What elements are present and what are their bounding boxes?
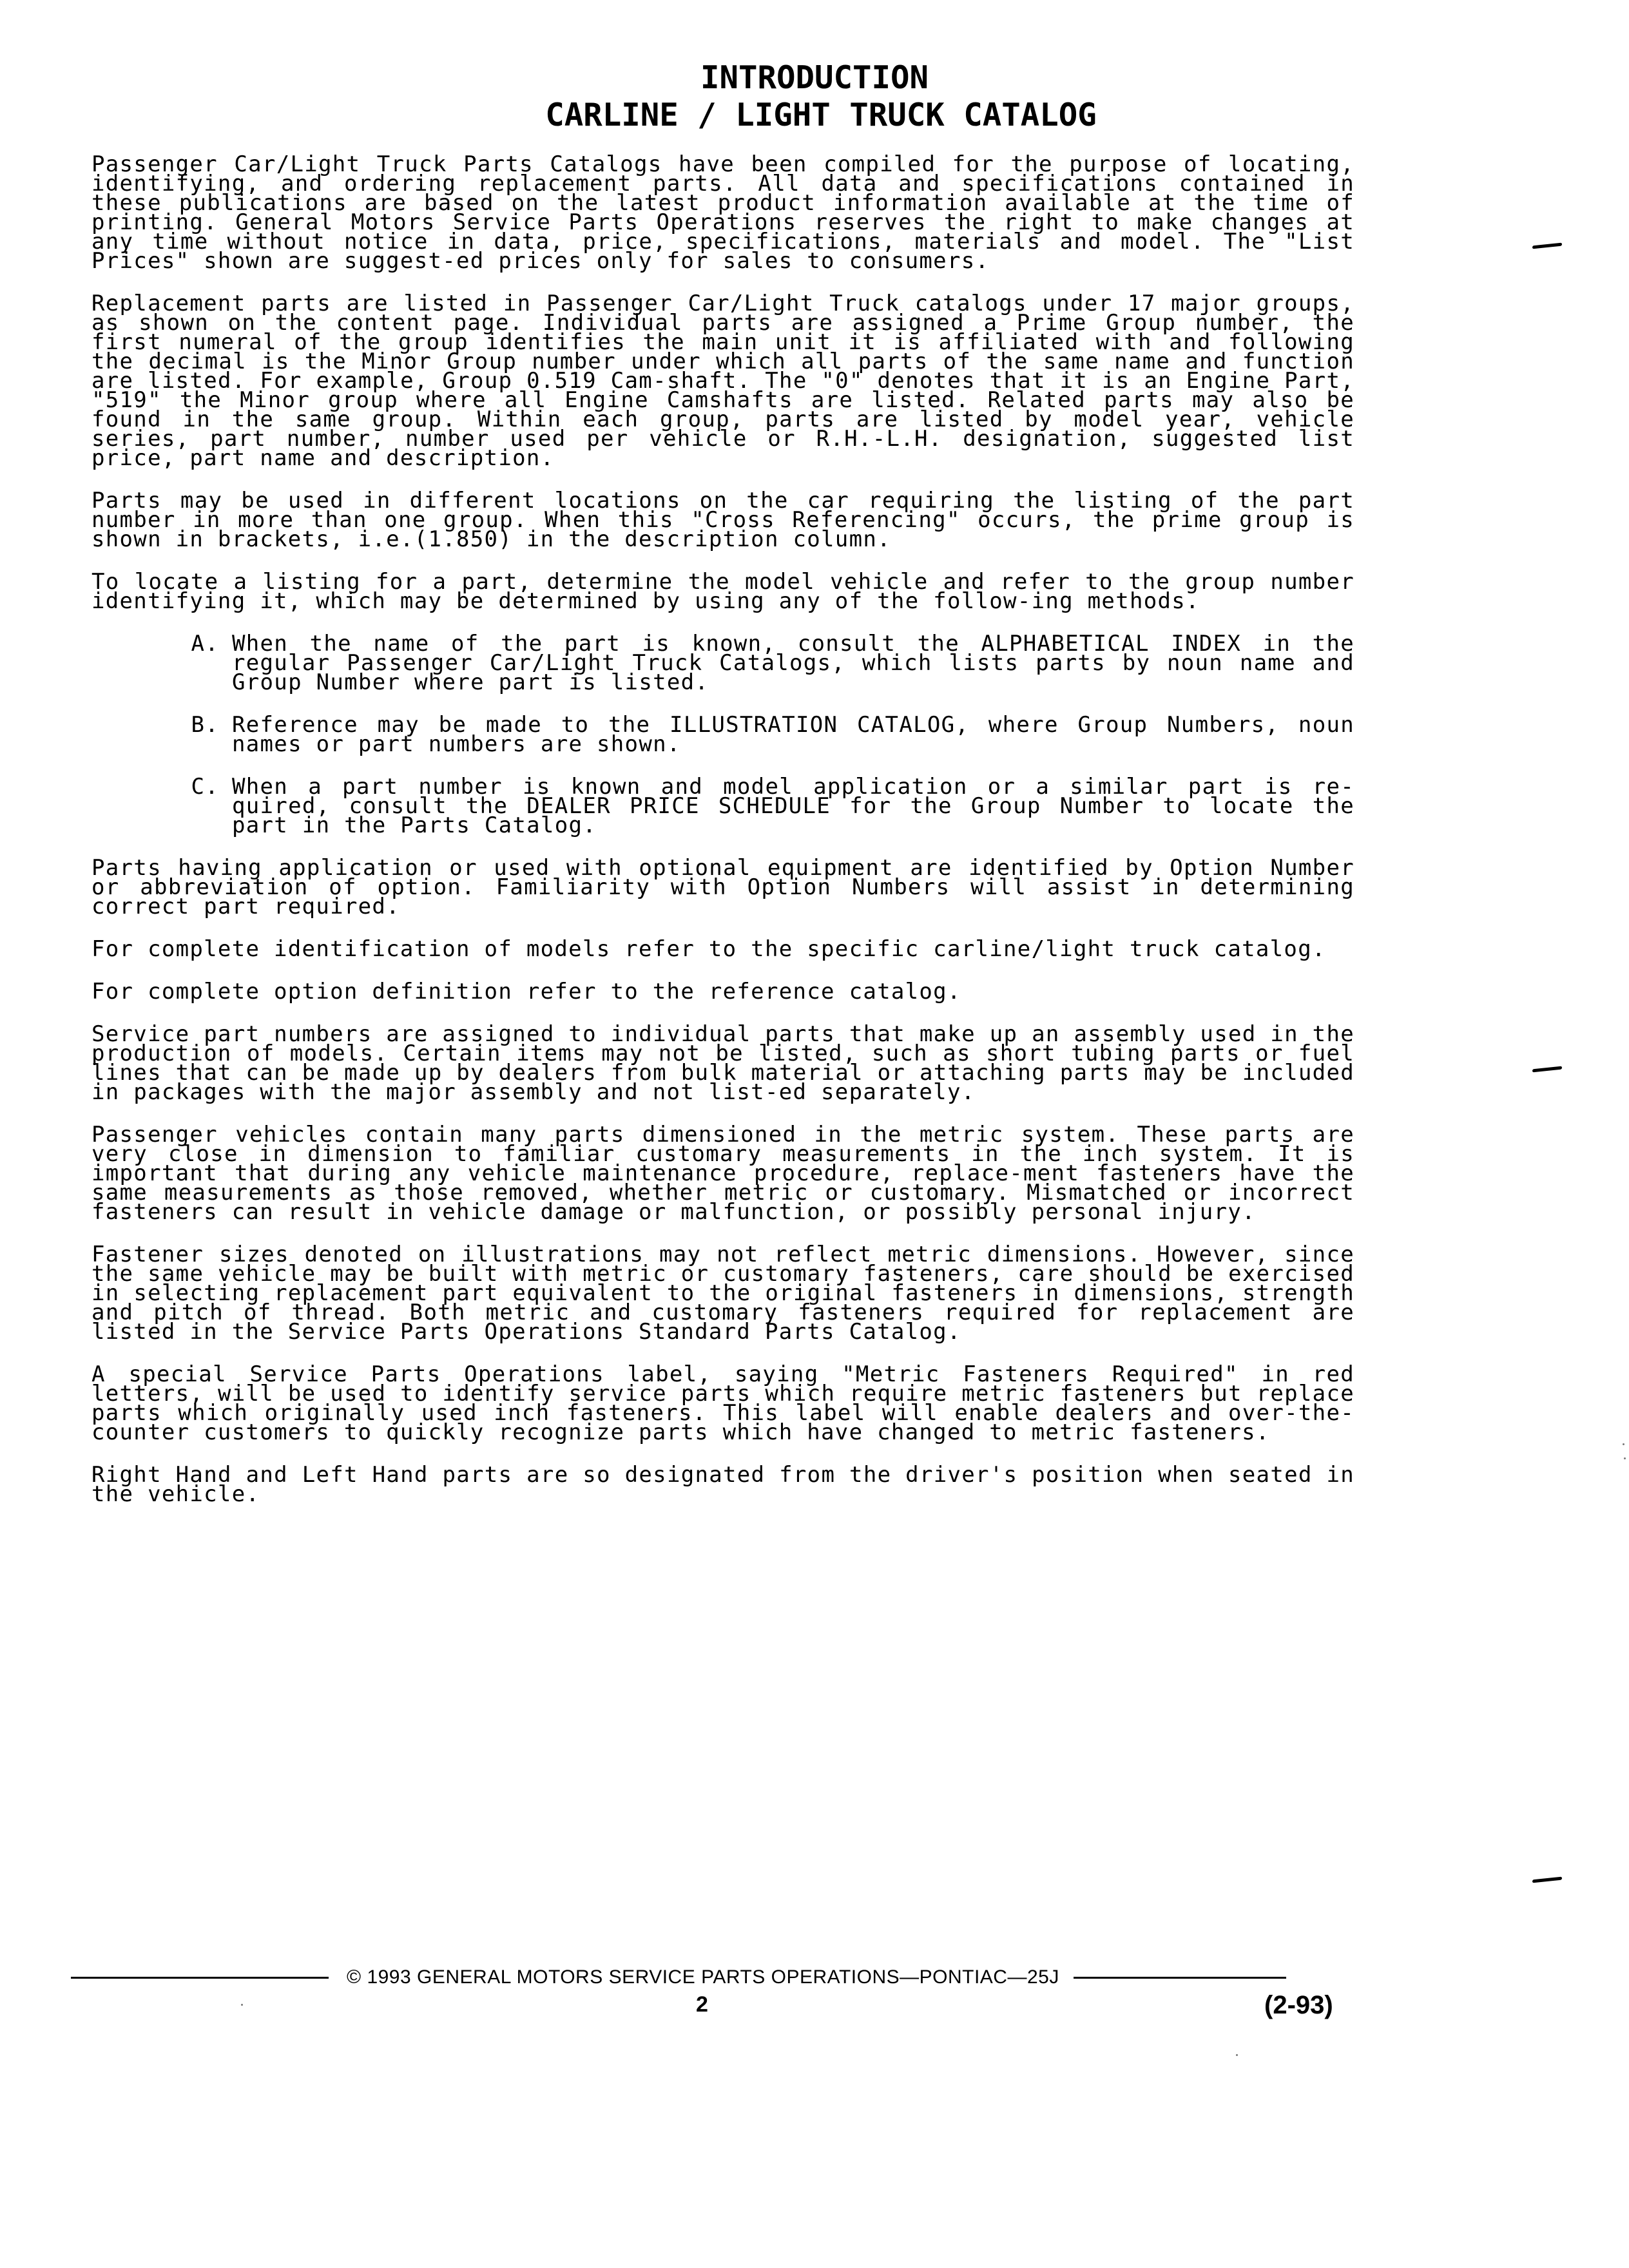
document-body: [92, 151, 1354, 1527]
paragraph-purpose: Passenger Car/Light Truck Parts Catalogs have been compiled for the purpose of locating, identifying, and ordering replacement parts. All data and specifications contained in these publications are based on the latest product information available at the time of printing. General Motors Service Parts Operations reserves the right to make changes at any time without notice in data, price, specifications, materials and model. The "List Prices" shown are suggest-ed prices only for sales to consumers.: [92, 151, 1354, 274]
method-item: [179, 774, 1354, 838]
paragraph-option-definition: For complete option definition refer to the reference catalog.: [92, 979, 961, 1004]
footer-copyright-line: [71, 1966, 1360, 1988]
method-text: When a part number is known and model application or a similar part is re-quired, consult the DEALER PRICE SCHEDULE for the Group Number to locate the part in the Parts Catalog.: [232, 774, 1354, 838]
paragraph-fastener-sizes: Fastener sizes denoted on illustrations may not reflect metric dimensions. However, since the same vehicle may be built with metric or customary fasteners, care should be exercised in selecting replacement part equivalent to the original fasteners in dimensions, strength and pitch of thread. Both metric and customary fasteners required for replacement are listed in the Service Parts Operations Standard Parts Catalog.: [92, 1242, 1354, 1345]
page-header: [0, 59, 1629, 134]
method-text: When the name of the part is known, consult the ALPHABETICAL INDEX in the regular Passenger Car/Light Truck Catalogs, which lists parts by noun name and Group Number where part is listed.: [232, 631, 1354, 695]
method-marker: A.: [191, 631, 219, 657]
method-text: Reference may be made to the ILLUSTRATION CATALOG, where Group Numbers, noun names or part numbers are shown.: [232, 712, 1354, 757]
paragraph-metric-system: Passenger vehicles contain many parts dimensioned in the metric system. These parts are very close in dimension to familiar customary measurements in the inch system. It is important that during any vehicle maintenance procedure, replace-ment fasteners have the same measurements as those removed, whether metric or customary. Mismatched or incorrect fasteners can result in vehicle damage or malfunction, or possibly personal injury.: [92, 1122, 1354, 1225]
scan-speck: [1624, 1457, 1626, 1459]
paragraph-options: Parts having application or used with optional equipment are identified by Option Number or abbreviation of option. Familiarity with Option Numbers will assist in determining correct part required.: [92, 855, 1354, 919]
paragraph-model-identification: For complete identification of models refer to the specific carline/light truck catalog.: [92, 936, 1326, 962]
method-item: [179, 631, 1354, 695]
page-title: INTRODUCTION: [700, 59, 929, 96]
paragraph-hand-designation: Right Hand and Left Hand parts are so designated from the driver's position when seated in the vehicle.: [92, 1462, 1354, 1507]
paragraph-groups: Replacement parts are listed in Passenger Car/Light Truck catalogs under 17 major groups, as shown on the content page. Individual parts are assigned a Prime Group number, the first numeral of the group identifies the main unit it is affiliated with and following the decimal is the Minor Group number under which all parts of the same name and function are listed. For example, Group 0.519 Cam-shaft. The "0" denotes that it is an Engine Part, "519" the Minor group where all Engine Camshafts are listed. Related parts may also be found in the same group. Within each group, parts are listed by model year, vehicle series, part number, number used per vehicle or R.H.-L.H. designation, suggested list price, part name and description.: [92, 291, 1354, 471]
page-footer: [71, 1966, 1360, 2021]
scan-speck: [1623, 1443, 1624, 1445]
method-marker: C.: [191, 774, 219, 800]
revision-date: (2-93): [1264, 1991, 1333, 2019]
scan-speck: [1236, 2054, 1238, 2056]
methods-list: [92, 631, 1354, 838]
method-item: [179, 712, 1354, 757]
method-marker: B.: [191, 712, 219, 738]
footer-rule: [1074, 1977, 1286, 1979]
copyright-notice: © 1993 GENERAL MOTORS SERVICE PARTS OPERATIONS—PONTIAC—25J: [347, 1966, 1059, 1988]
page-subtitle: CARLINE / LIGHT TRUCK CATALOG: [545, 97, 1097, 133]
revision-mark: [1532, 1066, 1562, 1073]
footer-rule: [71, 1977, 329, 1979]
paragraph-cross-referencing: Parts may be used in different locations on the car requiring the listing of the part number in more than one group. When this "Cross Referencing" occurs, the prime group is shown in brackets, i.e.(1.850) in the description column.: [92, 488, 1354, 552]
footer-bottom: [71, 1988, 1360, 2021]
revision-mark: [1532, 1877, 1562, 1883]
revision-mark: [1532, 243, 1562, 249]
paragraph-metric-label: A special Service Parts Operations label, saying "Metric Fasteners Required" in red letters, will be used to identify service parts which require metric fasteners but replace parts which originally used inch fasteners. This label will enable dealers and over-the-counter customers to quickly recognize parts which have changed to metric fasteners.: [92, 1361, 1354, 1445]
paragraph-service-part-numbers: Service part numbers are assigned to individual parts that make up an assembly used in the production of models. Certain items may not be listed, such as short tubing parts or fuel lines that can be made up by dealers from bulk material or attaching parts may be included in packages with the major assembly and not list-ed separately.: [92, 1021, 1354, 1105]
paragraph-locate-listing: To locate a listing for a part, determine the model vehicle and refer to the group number identifying it, which may be determined by using any of the follow-ing methods.: [92, 569, 1354, 614]
page-number: 2: [696, 1992, 708, 2017]
